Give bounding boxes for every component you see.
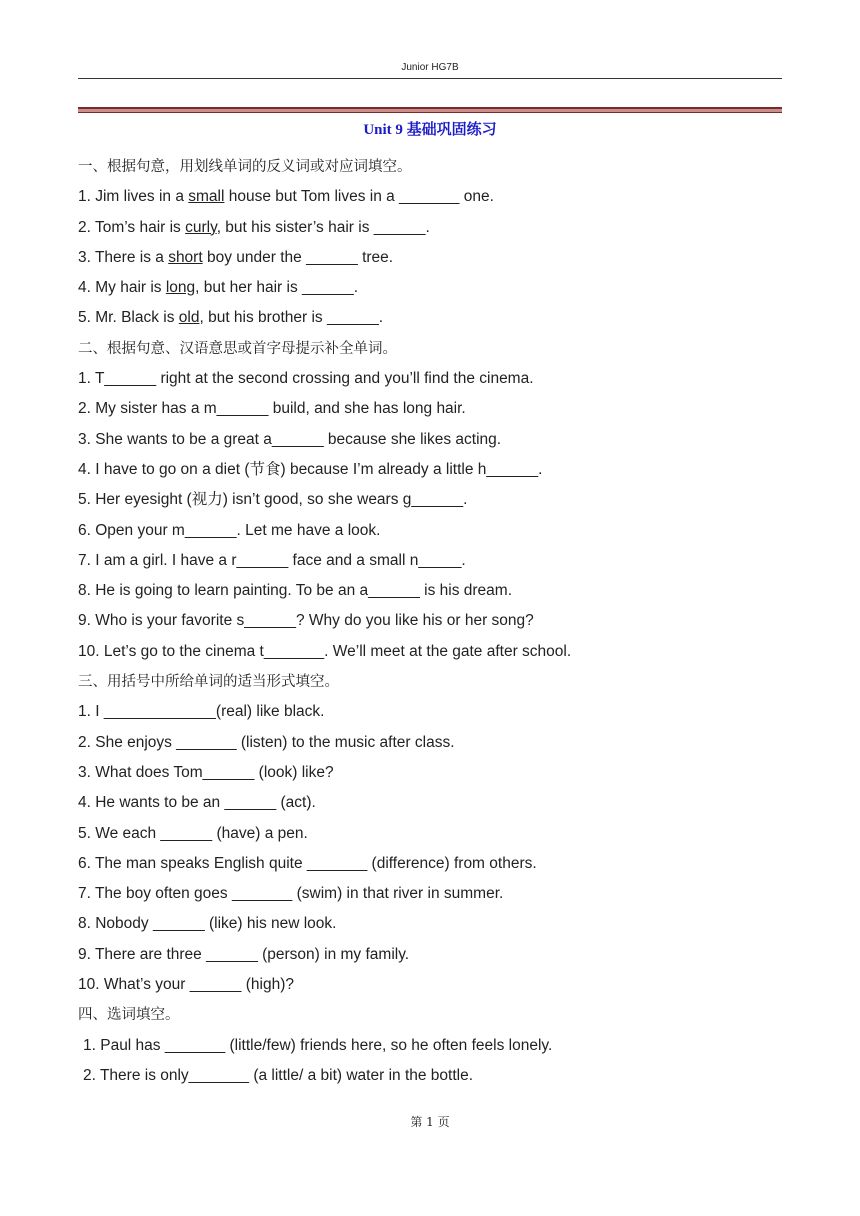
underlined-word: long [165,279,196,297]
exercise-item: 8. Nobody ______ (like) his new look. [78,915,337,933]
exercise-content [78,152,798,1091]
exercise-item: 6. The man speaks English quite _______ (difference) from others. [78,854,537,872]
exercise-item: 4. My hair is long, but her hair is ______. [78,279,359,297]
section-heading: 三、用括号中所给单词的适当形式填空。 [78,674,339,691]
underlined-word: curly [185,218,217,236]
title-divider-band [78,107,782,113]
exercise-item: 1. Paul has _______ (little/few) friends here, so he often feels lonely. [83,1036,553,1054]
exercise-item: 4. I have to go on a diet (节食) because I’m already a little h______. [78,460,543,478]
page-header: Junior HG7B [401,62,459,73]
exercise-item: 8. He is going to learn painting. To be an a______ is his dream. [78,582,512,600]
exercise-item: 2. She enjoys _______ (listen) to the music after class. [78,733,455,751]
header-rule [78,78,782,79]
exercise-item: 9. There are three ______ (person) in my family. [78,945,410,963]
exercise-item: 7. The boy often goes _______ (swim) in that river in summer. [78,885,504,903]
exercise-item: 2. Tom’s hair is curly, but his sister’s hair is ______. [78,218,430,236]
section-heading: 四、选词填空。 [78,1007,180,1024]
exercise-item: 2. There is only_______ (a little/ a bit) water in the bottle. [83,1066,474,1084]
exercise-item: 10. What’s your ______ (high)? [78,976,294,994]
exercise-item: 10. Let’s go to the cinema t_______. We’ll meet at the gate after school. [78,642,572,660]
underlined-word: old [178,309,200,327]
exercise-item: 5. Mr. Black is old, but his brother is ______. [78,309,384,327]
exercise-item: 1. I _____________(real) like black. [78,703,325,721]
underlined-word: small [188,188,225,206]
exercise-item: 1. T______ right at the second crossing and you’ll find the cinema. [78,370,534,388]
page-title: Unit 9 基础巩固练习 [363,122,497,138]
exercise-item: 1. Jim lives in a small house but Tom lives in a _______ one. [78,188,494,206]
exercise-item: 4. He wants to be an ______ (act). [78,794,316,812]
exercise-item: 3. She wants to be a great a______ because she likes acting. [78,430,502,448]
exercise-item: 2. My sister has a m______ build, and she has long hair. [78,400,466,418]
exercise-item: 5. Her eyesight (视力) isn’t good, so she wears g______. [78,491,468,509]
exercise-item: 6. Open your m______. Let me have a look. [78,521,381,539]
section-heading: 一、根据句意，用划线单词的反义词或对应词填空。 [78,159,412,175]
exercise-item: 3. What does Tom______ (look) like? [78,763,334,781]
exercise-item: 7. I am a girl. I have a r______ face and a small n_____. [78,551,466,569]
exercise-item: 9. Who is your favorite s______? Why do you like his or her song? [78,612,534,630]
underlined-word: short [168,248,203,266]
section-heading: 二、根据句意、汉语意思或首字母提示补全单词。 [78,340,397,357]
page-number: 第 1 页 [410,1115,450,1129]
exercise-item: 3. There is a short boy under the ______ tree. [78,248,394,266]
exercise-item: 5. We each ______ (have) a pen. [78,824,308,842]
